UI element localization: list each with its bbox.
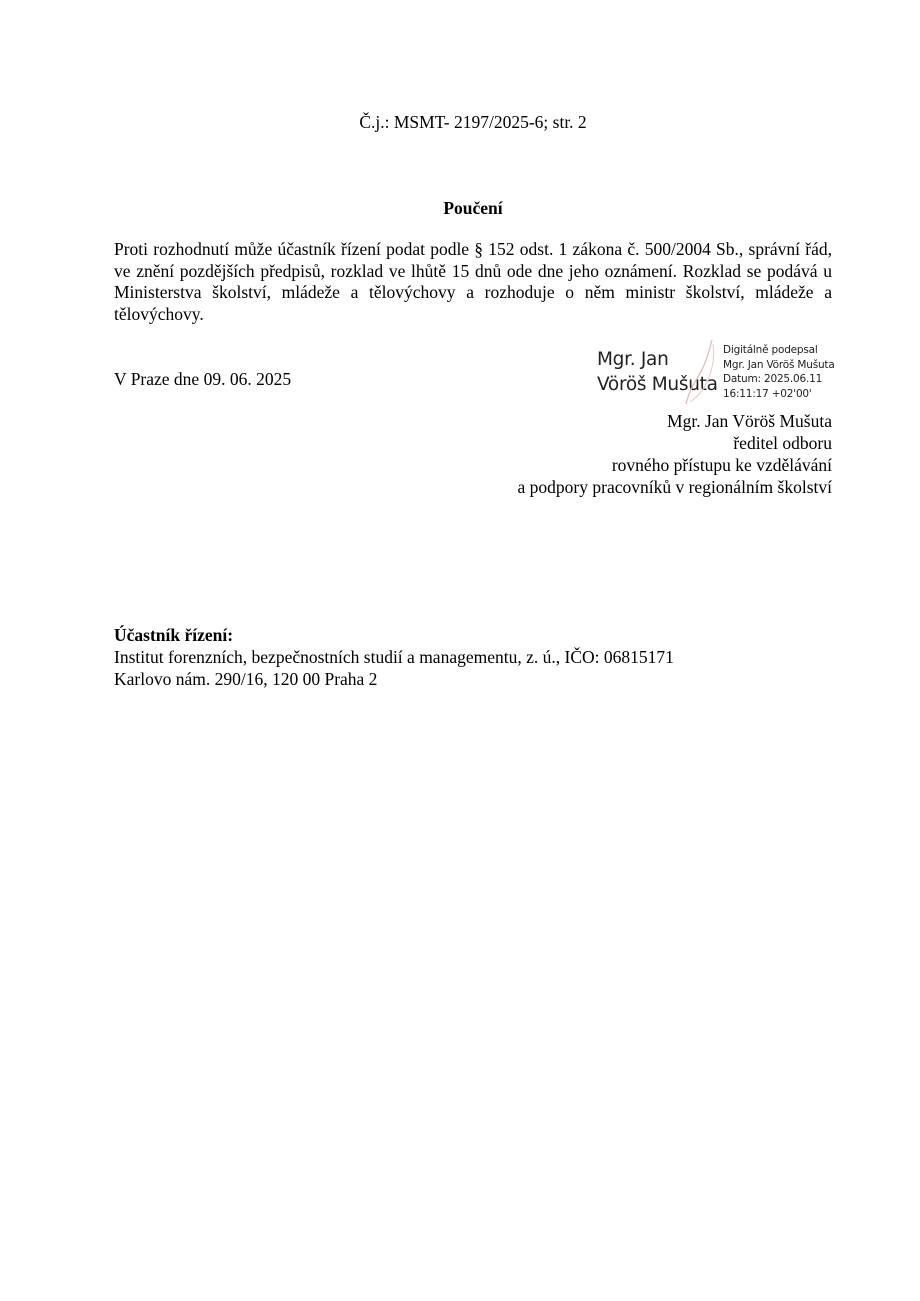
signature-detail-line-4: 16:11:17 +02'00': [723, 387, 812, 400]
signer-title-line-2: rovného přístupu ke vzdělávání: [611, 455, 832, 475]
participant-address: Karlovo nám. 290/16, 120 00 Praha 2: [114, 669, 378, 689]
instruction-heading: Poučení: [443, 198, 503, 218]
signature-details: [723, 343, 835, 401]
place-and-date: V Praze dne 09. 06. 2025: [114, 369, 292, 389]
signature-mark-icon: [682, 338, 722, 406]
signature-name-line-1: Mgr. Jan: [597, 349, 669, 370]
signer-block: [518, 410, 832, 498]
participant-block: [114, 624, 674, 690]
signer-name: Mgr. Jan Vöröš Mušuta: [667, 411, 832, 431]
signature-detail-line-1: Digitálně podepsal: [723, 344, 818, 356]
signer-title-line-1: ředitel odboru: [733, 433, 832, 453]
participant-organization: Institut forenzních, bezpečnostních studií a managementu, z. ú., IČO: 06815171: [114, 647, 674, 667]
reference-number: Č.j.: MSMT- 2197/2025-6; str. 2: [359, 112, 587, 132]
instruction-text: Proti rozhodnutí může účastník řízení podat podle § 152 odst. 1 zákona č. 500/2004 Sb., správní řád, ve znění pozdějších předpisů, rozklad ve lhůtě 15 dnů ode dne jeho oznámení. Rozklad se podává u Ministerstva školství, mládeže a tělovýchovy a rozhoduje o něm ministr školství, mládeže a tělovýchovy.: [114, 239, 832, 324]
signature-detail-line-2: Mgr. Jan Vöröš Mušuta: [723, 358, 835, 371]
signer-title-line-3: a podpory pracovníků v regionálním školství: [517, 477, 832, 497]
signature-detail-line-3: Datum: 2025.06.11: [723, 373, 823, 386]
participant-label: Účastník řízení:: [114, 625, 234, 645]
signature-stroke-2: [690, 344, 714, 402]
digital-signature-stamp: [597, 338, 857, 406]
signature-name-line-2: Vöröš Mušuta: [597, 374, 718, 395]
